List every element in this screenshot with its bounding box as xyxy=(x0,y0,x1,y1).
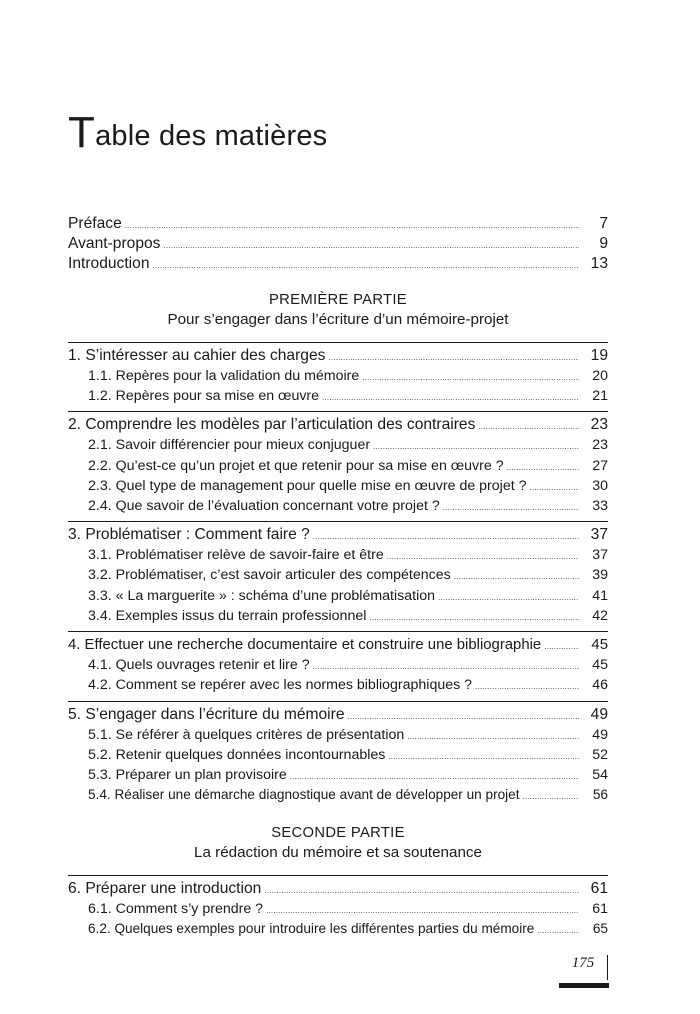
part-subtitle: La rédaction du mémoire et sa soutenance xyxy=(194,843,482,861)
toc-chapter-entry[interactable]: 5. S’engager dans l’écriture du mémoire ..... 49 xyxy=(68,705,608,725)
title-rest: able des matières xyxy=(95,120,328,152)
chapter-1 xyxy=(68,342,608,407)
chapter-4 xyxy=(68,631,608,696)
part-heading-1 xyxy=(68,291,608,330)
toc-sub-entry[interactable]: 2.4. Que savoir de l’évaluation concernant votre projet ? ..... 33 xyxy=(68,496,608,516)
toc-sub-entry[interactable]: 6.2. Quelques exemples pour introduire les différentes parties du mémoire ..... 65 xyxy=(68,919,608,939)
toc-entry-preface[interactable]: Préface ..... 7 xyxy=(68,214,608,234)
chapter-6 xyxy=(68,875,608,940)
toc-chapter-entry[interactable]: 3. Problématiser : Comment faire ? ..... 37 xyxy=(68,525,608,545)
toc-entry-introduction[interactable]: Introduction ..... 13 xyxy=(68,254,608,274)
title-initial: T xyxy=(68,108,96,157)
page-title xyxy=(68,108,327,158)
chapter-5 xyxy=(68,701,608,806)
toc-sub-entry[interactable]: 2.2. Qu’est-ce qu’un projet et que retenir pour sa mise en œuvre ? ..... 27 xyxy=(68,456,608,476)
toc-chapter-entry[interactable]: 1. S’intéresser au cahier des charges ..... 19 xyxy=(68,346,608,366)
toc-chapter-entry[interactable]: 6. Préparer une introduction ..... 61 xyxy=(68,879,608,899)
toc-sub-entry[interactable]: 3.2. Problématiser, c’est savoir articuler des compétences ..... 39 xyxy=(68,565,608,585)
toc-entry-avant-propos[interactable]: Avant-propos ..... 9 xyxy=(68,234,608,254)
part-title: SECONDE PARTIE xyxy=(271,824,405,841)
toc-sub-entry[interactable]: 1.1. Repères pour la validation du mémoire ..... 20 xyxy=(68,366,608,386)
toc-sub-entry[interactable]: 5.2. Retenir quelques données incontournables ..... 52 xyxy=(68,745,608,765)
page-number: 175 xyxy=(559,955,608,980)
toc-sub-entry[interactable]: 1.2. Repères pour sa mise en œuvre ..... 21 xyxy=(68,386,608,406)
part-subtitle: Pour s’engager dans l’écriture d’un mémoire-projet xyxy=(167,310,509,328)
toc-chapter-entry[interactable]: 2. Comprendre les modèles par l’articulation des contraires ..... 23 xyxy=(68,415,608,435)
toc-sub-entry[interactable]: 3.3. « La marguerite » : schéma d’une problématisation ..... 41 xyxy=(68,586,608,606)
toc-chapter-entry[interactable]: 4. Effectuer une recherche documentaire et construire une bibliographie ..... 45 xyxy=(68,635,608,655)
chapter-2 xyxy=(68,411,608,516)
part-title: PREMIÈRE PARTIE xyxy=(269,291,407,308)
chapter-3 xyxy=(68,521,608,626)
toc-sub-entry[interactable]: 2.1. Savoir différencier pour mieux conjuguer ..... 23 xyxy=(68,435,608,455)
toc-sub-entry[interactable]: 5.1. Se référer à quelques critères de présentation ..... 49 xyxy=(68,725,608,745)
toc-sub-entry[interactable]: 3.1. Problématiser relève de savoir-faire et être ..... 37 xyxy=(68,545,608,565)
toc-sub-entry[interactable]: 4.1. Quels ouvrages retenir et lire ? ..... 45 xyxy=(68,655,608,675)
table-of-contents xyxy=(68,214,608,939)
page-number-bar xyxy=(559,983,609,988)
toc-sub-entry[interactable]: 3.4. Exemples issus du terrain professionnel ..... 42 xyxy=(68,606,608,626)
toc-sub-entry[interactable]: 6.1. Comment s’y prendre ? ..... 61 xyxy=(68,899,608,919)
toc-sub-entry[interactable]: 5.4. Réaliser une démarche diagnostique avant de développer un projet ..... 56 xyxy=(68,785,608,805)
part-heading-2 xyxy=(68,824,608,863)
toc-sub-entry[interactable]: 5.3. Préparer un plan provisoire ..... 54 xyxy=(68,765,608,785)
toc-sub-entry[interactable]: 2.3. Quel type de management pour quelle mise en œuvre de projet ? ..... 30 xyxy=(68,476,608,496)
toc-sub-entry[interactable]: 4.2. Comment se repérer avec les normes bibliographiques ? ..... 46 xyxy=(68,675,608,695)
